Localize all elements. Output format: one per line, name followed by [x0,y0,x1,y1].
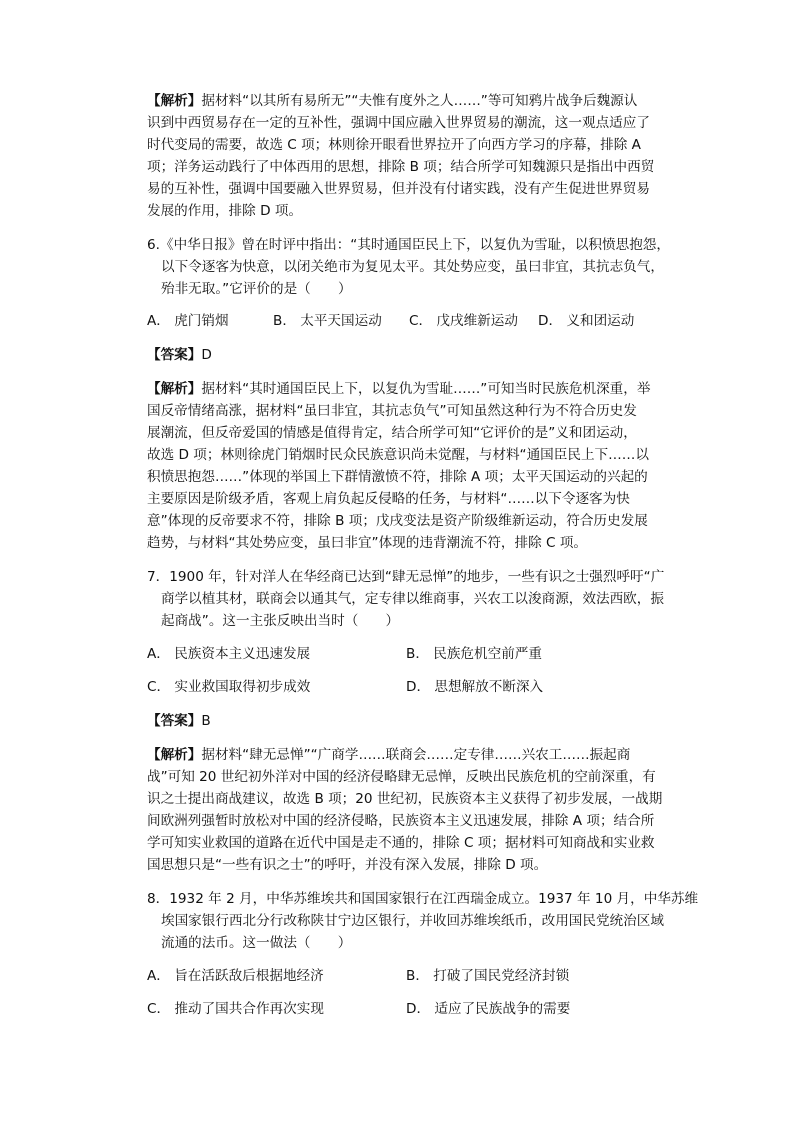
option-d: D． 义和团运动 [538,313,635,329]
question-stem-line: 商学以植其材，联商会以通其气，定专律以维商事，兴农工以浚商源，效法西欧，振 [161,591,664,607]
analysis-tag: 【解析】 [147,381,202,397]
analysis-line: 展潮流，但反帝爱国的情感是值得肯定，结合所学可知“它评价的是”义和团运动， [147,425,637,441]
question-stem-line: 流通的法币。这一做法（ ） [161,935,352,951]
analysis-line: 故选 D 项；林则徐虎门销烟时民众民族意识尚未觉醒，与材料“通国臣民上下……以 [147,447,649,463]
option-b: B． 民族危机空前严重 [406,646,542,662]
analysis-line: 识到中西贸易存在一定的互补性，强调中国应融入世界贸易的潮流，这一观点适应了 [147,115,650,131]
analysis-line: 据材料“其时通国臣民上下，以复仇为雪耻……”可知当时民族危机深重，举 [201,381,651,397]
question-stem-line: 埃国家银行西北分行改称陕甘宁边区银行，并收回苏维埃纸币，改用国民党统治区域 [161,913,664,929]
option-b: B． 太平天国运动 [273,313,382,329]
analysis-line: 战”可知 20 世纪初外洋对中国的经济侵略肆无忌惮，反映出民族危机的空前深重，有 [147,769,656,785]
option-c: C． 实业救国取得初步成效 [147,679,311,695]
option-c: C． 推动了国共合作再次实现 [147,1001,324,1017]
analysis-line: 据材料“以其所有易所无”“夫惟有度外之人……”等可知鸦片战争后魏源认 [201,93,638,109]
option-d: D． 适应了民族战争的需要 [406,1001,571,1017]
analysis-line: 国思想只是“一些有识之士”的呼吁，并没有深入发展，排除 D 项。 [147,857,548,873]
analysis-line: 据材料“肆无忌惮”“广商学……联商会……定专律……兴农工……振起商 [201,747,631,763]
option-a: A． 虎门销烟 [147,313,229,329]
analysis-line: 易的互补性，强调中国要融入世界贸易，但并没有付诸实践，没有产生促进世界贸易 [147,181,650,197]
analysis-line: 时代变局的需要，故选 C 项；林则徐开眼看世界拉开了向西方学习的序幕，排除 A [147,137,641,153]
analysis-tag: 【解析】 [147,93,202,109]
analysis-line: 发展的作用，排除 D 项。 [147,203,303,219]
question-stem-line: 7．1900 年，针对洋人在华经商已达到“肆无忌惮”的地步，一些有识之士强烈呼吁“广 [147,569,665,585]
question-stem-line: 以下令逐客为快意，以闭关绝市为复见太平。其处势应变，虽曰非宜，其抗志负气， [161,259,664,275]
analysis-line: 积愤思抱怨……”体现的举国上下群情激愤不符，排除 A 项；太平天国运动的兴起的 [147,469,648,485]
option-a: A． 民族资本主义迅速发展 [147,646,311,662]
question-stem-line: 起商战”。这一主张反映出当时（ ） [161,613,400,629]
analysis-line: 国反帝情绪高涨，据材料“虽曰非宜，其抗志负气”可知虽然这种行为不符合历史发 [147,403,637,419]
analysis-line: 趋势，与材料“其处势应变，虽曰非宜”体现的违背潮流不符，排除 C 项。 [147,535,588,551]
answer-tag: 【答案】 [147,347,202,363]
option-a: A． 旨在活跃敌后根据地经济 [147,968,324,984]
answer-tag: 【答案】 [147,713,202,729]
analysis-line: 主要原因是阶级矛盾，客观上肩负起反侵略的任务，与材料“……以下令逐客为快 [147,491,630,507]
analysis-line: 识之士提出商战建议，故选 B 项；20 世纪初，民族资本主义获得了初步发展，一战期 [147,791,663,807]
answer-value: D [201,347,212,363]
analysis-line: 意”体现的反帝要求不符，排除 B 项；戊戌变法是资产阶级维新运动，符合历史发展 [147,513,648,529]
analysis-line: 项；洋务运动践行了中体西用的思想，排除 B 项；结合所学可知魏源只是指出中西贸 [147,159,655,175]
option-c: C． 戊戌维新运动 [409,313,518,329]
analysis-tag: 【解析】 [147,747,202,763]
analysis-line: 学可知实业救国的道路在近代中国是走不通的，排除 C 项；据材料可知商战和实业救 [147,835,655,851]
answer-line [147,345,212,365]
question-stem-line: 殆非无取。”它评价的是（ ） [161,281,352,297]
question-stem-line: 8．1932 年 2 月，中华苏维埃共和国国家银行在江西瑞金成立。1937 年 10 月，中华苏维 [147,891,699,907]
question-stem-line: 6.《中华日报》曾在时评中指出：“其时通国臣民上下，以复仇为雪耻，以积愤思抱怨， [147,237,670,253]
option-d: D． 思想解放不断深入 [406,679,544,695]
answer-line [147,711,211,731]
answer-value: B [201,713,211,729]
analysis-line: 间欧洲列强暂时放松对中国的经济侵略，民族资本主义迅速发展，排除 A 项；结合所 [147,813,655,829]
option-b: B． 打破了国民党经济封锁 [406,968,570,984]
